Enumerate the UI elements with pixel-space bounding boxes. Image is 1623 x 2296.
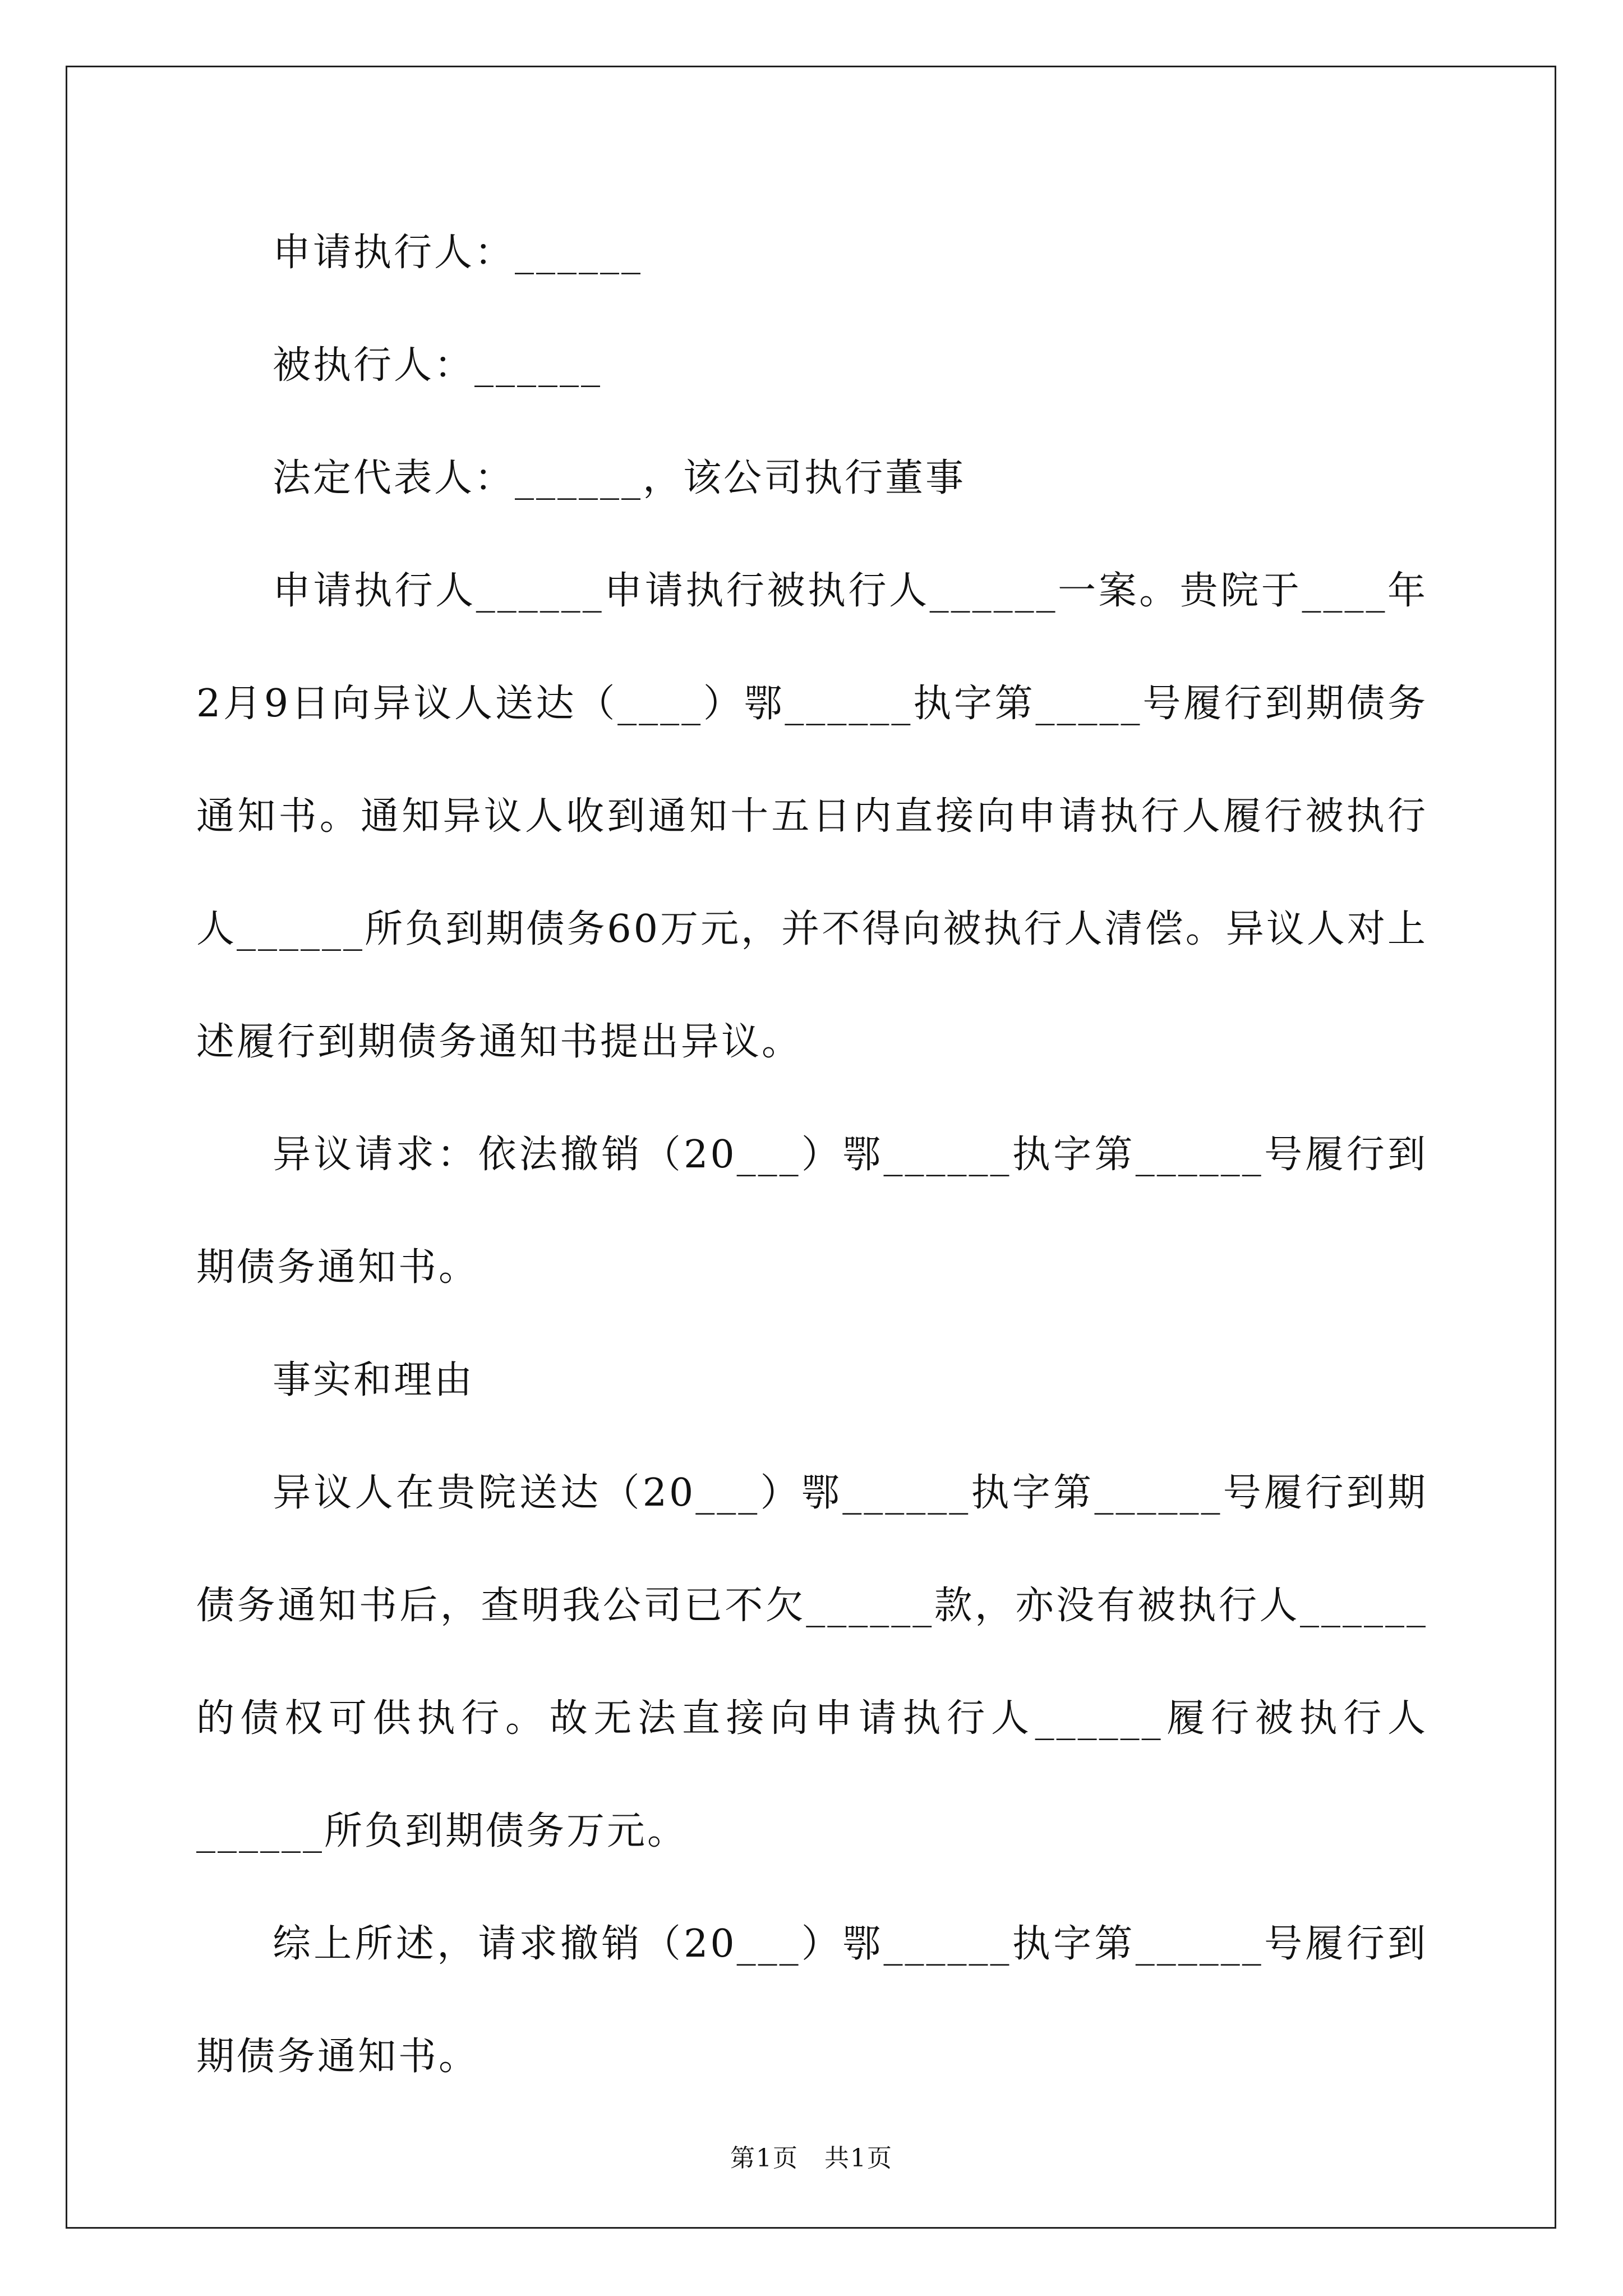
- conclusion-paragraph: 综上所述，请求撤销（20___）鄂______执字第______号履行到期债务通知书。: [196, 1922, 1428, 2079]
- respondent-line: 被执行人：______: [273, 343, 603, 388]
- facts-and-reasons-heading: 事实和理由: [273, 1358, 475, 1402]
- applicant-line: 申请执行人：______: [273, 231, 643, 275]
- objection-request-paragraph: 异议请求：依法撤销（20___）鄂______执字第______号履行到期债务通知书。: [196, 1133, 1428, 1290]
- facts-paragraph: 异议人在贵院送达（20___）鄂______执字第______号履行到期债务通知书后，查明我公司已不欠______款，亦没有被执行人______的债权可供执行。故无法直接向申请执行人______履行被执行人______所负到期债务万元。: [196, 1471, 1428, 1853]
- page-number-footer: 第1页 共1页: [730, 2144, 893, 2173]
- document-body: [196, 196, 1428, 2113]
- legal-representative-line: 法定代表人：______，该公司执行董事: [273, 456, 966, 500]
- case-background-paragraph: 申请执行人______申请执行被执行人______一案。贵院于____年2月9日向异议人送达（____）鄂______执字第_____号履行到期债务通知书。通知异议人收到通知十五日内直接向申请执行人履行被执行人______所负到期债务60万元，并不得向被执行人清偿。异议人对上述履行到期债务通知书提出异议。: [196, 569, 1428, 1064]
